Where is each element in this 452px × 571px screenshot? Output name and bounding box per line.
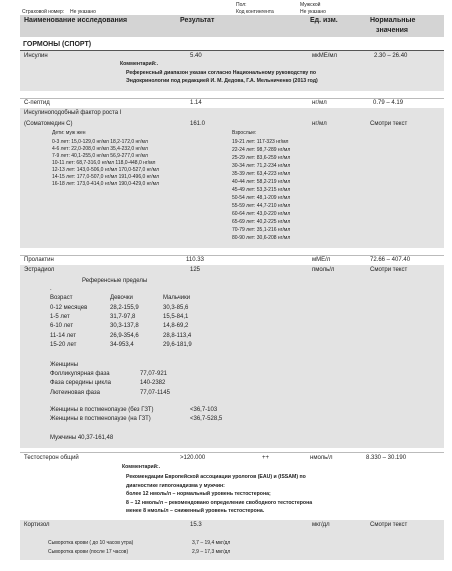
insulin-units: мкМЕ/мл (312, 53, 338, 59)
insurance-label-top (22, 1, 142, 7)
table-cell: <36,7-103 (190, 407, 218, 413)
table-row: Женщины в постменопаузе (без ГЗТ) (50, 407, 154, 413)
list-item: 80-90 лет: 30,6-208 нг/мл (232, 235, 291, 241)
insulin-comment-label: Комментарий:. (120, 61, 159, 67)
estradiol-units: пмоль/л (312, 267, 335, 273)
insulin-comment-2: Эндокринологии под редакцией И. М. Дедова, Г.А. Мельниченко (2013 год) (126, 78, 318, 84)
header-norm-2: значения (376, 27, 408, 34)
table-cell: 26,9-354,6 (110, 333, 139, 339)
estradiol-boys-header: Мальчики (163, 295, 191, 301)
divider (20, 255, 444, 256)
c-peptide-norm: 0.79 – 4.19 (373, 100, 404, 106)
table-cell: 3,7 – 19,4 мкг/дл (192, 540, 231, 546)
table-row: Фаза середины цикла (50, 380, 111, 386)
igf-children-title: Дети: муж жен (52, 130, 86, 136)
table-row: 6-10 лет (50, 323, 74, 329)
table-row: Фолликулярная фаза (50, 371, 110, 377)
cortisol-row (20, 520, 444, 560)
table-cell: 77,07-921 (140, 371, 168, 377)
testosterone-norm: 8.330 – 30.190 (366, 455, 407, 461)
estradiol-women-title: Женщины (50, 362, 79, 368)
c-peptide-name: С-пептид (24, 100, 50, 106)
table-row: Лютеиновая фаза (50, 390, 100, 396)
table-cell: 31,7-97,8 (110, 314, 136, 320)
testosterone-comment (126, 473, 312, 516)
list-item: 19-21 лет: 117-323 нг/мл (232, 139, 289, 145)
table-row: 15-20 лет (50, 342, 77, 348)
divider (20, 98, 444, 99)
table-row: 0-12 месяцев (50, 305, 88, 311)
table-cell: 140-2382 (140, 380, 166, 386)
list-item: 55-59 лет: 44,7-210 нг/мл (232, 203, 291, 209)
list-item: 40-44 лет: 58,2-219 нг/мл (232, 179, 291, 185)
header-result: Результат (180, 17, 215, 24)
table-row: Сыворотка крови ( до 10 часов утра) (48, 540, 134, 546)
list-item: 0-3 лет: 15,0-129,0 нг/мл 18,2-172,0 нг/мл (52, 139, 148, 145)
table-cell: <36,7-528,5 (190, 416, 223, 422)
insurance-value: Не указано (70, 9, 96, 15)
table-cell: 29,6-181,9 (163, 342, 192, 348)
testosterone-name: Тестостерон общий (24, 455, 79, 461)
estradiol-dot: . (50, 286, 52, 292)
prolactin-norm: 72.66 – 407.40 (370, 257, 411, 263)
table-row: 1-5 лет (50, 314, 70, 320)
list-item: 25-29 лет: 83,6-259 нг/мл (232, 155, 291, 161)
igf-norm: Смотри текст (370, 121, 408, 127)
list-item: 16-18 лет: 173,0-414,0 нг/мл 190,0-429,0 нг/мл (52, 181, 159, 187)
igf-children-list (52, 139, 159, 187)
insurance-label: Страховой номер: (22, 9, 65, 15)
igf-name-1: Инсулиноподобный фактор роста I (24, 110, 122, 116)
testosterone-result: >120.000 (180, 455, 206, 461)
comment-line: 8 – 12 нмоль/л – рекомендовано определение свободного тестостерона (126, 499, 313, 506)
testosterone-flag: ++ (262, 455, 270, 461)
cortisol-units: мкг/дл (312, 522, 330, 528)
list-item: 65-69 лет: 40,2-225 нг/мл (232, 219, 291, 225)
igf-units: нг/мл (312, 121, 327, 127)
comment-line: диагностике гипогонадизма у мужчин: (126, 482, 225, 489)
comment-line: более 12 нмоль/л – нормальный уровень тестостерона; (126, 491, 271, 497)
list-item: 12-13 лет: 143,0-506,0 нг/мл 170,0-527,0 нг/мл (52, 167, 159, 173)
comment-line: Рекомендации Европейской ассоциации урологов (EAU) и (ISSAM) по (126, 474, 306, 480)
table-cell: 28,2-155,9 (110, 305, 139, 311)
estradiol-girls-header: Девочки (110, 295, 133, 301)
igf-result: 161.0 (190, 121, 206, 127)
estradiol-result: 125 (190, 267, 201, 273)
table-cell: 30,3-137,8 (110, 323, 139, 329)
list-item: 22-24 лет: 98,7-289 нг/мл (232, 147, 291, 153)
table-row: Женщины в постменопаузе (на ГЗТ) (50, 416, 151, 422)
contingent-label: Код контингента (236, 9, 274, 15)
list-item: 30-34 лет: 71,2-234 нг/мл (232, 163, 291, 169)
testosterone-units: нмоль/л (310, 455, 333, 461)
header-units: Ед. изм. (310, 17, 338, 24)
list-item: 35-39 лет: 63,4-223 нг/мл (232, 171, 291, 177)
estradiol-norm: Смотри текст (370, 267, 408, 273)
sex-value: Мужской (300, 2, 321, 8)
table-cell: 14,8-69,2 (163, 323, 189, 329)
divider (20, 452, 444, 453)
cortisol-result: 15.3 (190, 522, 202, 528)
header-name: Наименование исследования (24, 17, 128, 24)
table-row: 11-14 лет (50, 333, 76, 339)
comment-line: менее 8 нмоль/л – сниженный уровень тестостерона. (126, 508, 265, 514)
estradiol-name: Эстрадиол (24, 267, 55, 273)
table-cell: 34-953,4 (110, 342, 134, 348)
c-peptide-units: нг/мл (312, 100, 327, 106)
insulin-norm: 2.30 – 26.40 (374, 53, 408, 59)
cortisol-norm: Смотри текст (370, 522, 408, 528)
list-item: 7-9 лет: 40,1-255,0 нг/мл 56,9-277,0 нг/мл (52, 153, 148, 159)
sex-label: Пол: (236, 2, 247, 8)
igf-adults-list (232, 139, 290, 241)
list-item: 60-64 лет: 43,0-220 нг/мл (232, 211, 291, 217)
prolactin-result: 110.33 (186, 257, 204, 263)
contingent-value: Не указано (300, 9, 326, 15)
cortisol-name: Кортизол (24, 522, 50, 528)
insulin-result: 5.40 (190, 53, 202, 59)
list-item: 14-15 лет: 177,0-507,0 нг/мл 191,0-496,0 нг/мл (52, 174, 159, 180)
table-cell: 77,07-1145 (140, 390, 170, 396)
table-cell: 28,8-113,4 (163, 333, 192, 339)
prolactin-name: Пролактин (24, 257, 54, 263)
insulin-comment-1: Референсный диапазон указан согласно Национальному руководству по (126, 70, 317, 76)
estradiol-men: Мужчины 40,37-161,48 (50, 435, 114, 441)
table-cell: 2,9 – 17,3 мкг/дл (192, 549, 231, 555)
estradiol-age-header: Возраст (50, 295, 73, 301)
table-cell: 15,5-84,1 (163, 314, 189, 320)
table-cell: 30,3-85,6 (163, 305, 189, 311)
table-header (20, 15, 444, 37)
list-item: 4-6 лет: 22,0-208,0 нг/мл 35,4-232,0 нг/мл (52, 146, 148, 152)
list-item: 70-79 лет: 35,1-216 нг/мл (232, 227, 291, 233)
prolactin-units: мМЕ/л (312, 257, 331, 263)
list-item: 10-11 лет: 68,7-316,0 нг/мл 118,0-448,0 нг/мл (52, 160, 156, 166)
section-title: ГОРМОНЫ (СПОРТ) (23, 41, 92, 48)
list-item: 50-54 лет: 48,1-209 нг/мл (232, 195, 291, 201)
testosterone-comment-label: Комментарий:. (122, 464, 161, 470)
insulin-name: Инсулин (24, 53, 48, 59)
c-peptide-result: 1.14 (190, 100, 202, 106)
estradiol-ref-title: Референсные пределы (82, 278, 148, 284)
table-row: Сыворотка крови (после 17 часов) (48, 549, 129, 555)
header-norm-1: Нормальные (370, 17, 416, 24)
igf-adults-title: Взрослые: (232, 130, 257, 136)
list-item: 45-49 лет: 53,3-215 нг/мл (232, 187, 291, 193)
igf-name-2: (Соматомедин С) (24, 121, 73, 127)
